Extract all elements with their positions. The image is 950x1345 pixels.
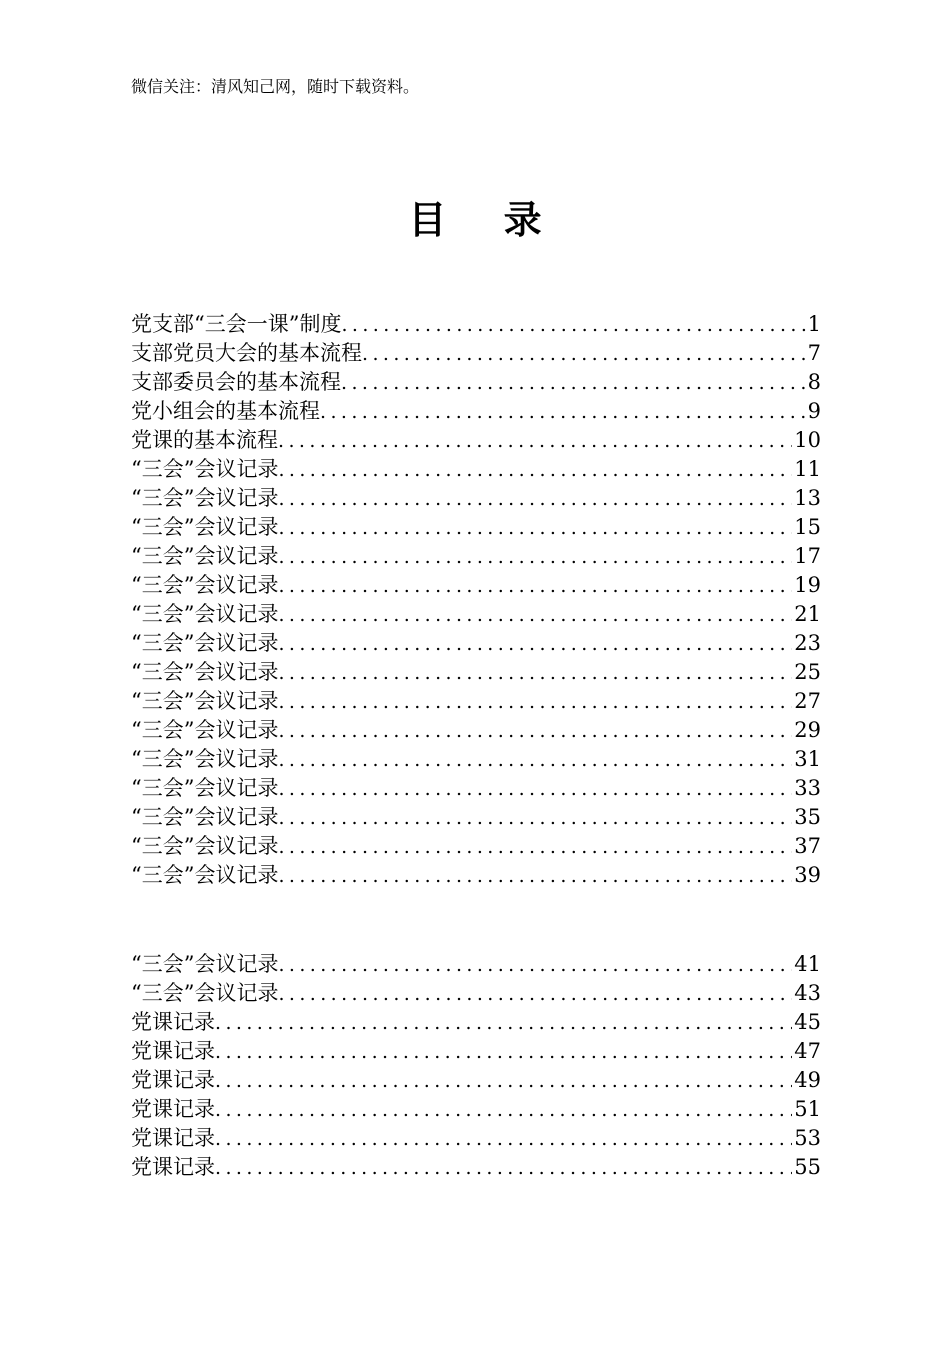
- toc-page-number: 1: [807, 312, 821, 336]
- toc-entry[interactable]: [131, 950, 821, 979]
- toc-entry[interactable]: [131, 339, 821, 368]
- toc-page-number: 9: [807, 399, 821, 423]
- toc-page-number: 10: [794, 428, 821, 452]
- toc-page-number: 55: [794, 1155, 821, 1179]
- toc-entry-title: 党课记录: [131, 1068, 215, 1092]
- toc-entry-title: “三会”会议记录: [131, 602, 279, 626]
- toc-entry-title: “三会”会议记录: [131, 718, 279, 742]
- toc-entry[interactable]: [131, 455, 821, 484]
- toc-entry[interactable]: [131, 1124, 821, 1153]
- toc-entry-title: 党小组会的基本流程: [131, 399, 320, 423]
- toc-leader: [362, 340, 806, 368]
- toc-leader: [278, 572, 792, 600]
- toc-entry[interactable]: [131, 1037, 821, 1066]
- toc-entry-title: “三会”会议记录: [131, 747, 279, 771]
- toc-entry[interactable]: [131, 745, 821, 774]
- toc-entry-title: “三会”会议记录: [131, 805, 279, 829]
- toc-entry[interactable]: [131, 1008, 821, 1037]
- toc-leader: [278, 951, 792, 979]
- toc-page-number: 15: [794, 515, 821, 539]
- toc-leader: [278, 427, 792, 455]
- toc-entry[interactable]: [131, 658, 821, 687]
- toc-entry-title: 党课记录: [131, 1097, 215, 1121]
- toc-page-number: 31: [794, 747, 821, 771]
- toc-entry[interactable]: [131, 542, 821, 571]
- toc-leader: [215, 1096, 792, 1124]
- toc-page-number: 17: [794, 544, 821, 568]
- toc-page-number: 23: [794, 631, 821, 655]
- toc-entry-title: 党课记录: [131, 1010, 215, 1034]
- toc-leader: [215, 1038, 792, 1066]
- toc-leader: [215, 1154, 792, 1182]
- toc-leader: [278, 688, 792, 716]
- toc-leader: [278, 456, 792, 484]
- toc-list-second: [131, 950, 821, 1182]
- toc-entry-title: “三会”会议记录: [131, 515, 279, 539]
- toc-leader: [341, 311, 805, 339]
- toc-leader: [278, 630, 792, 658]
- toc-entry[interactable]: [131, 687, 821, 716]
- toc-page-number: 43: [794, 981, 821, 1005]
- toc-entry-title: “三会”会议记录: [131, 631, 279, 655]
- toc-leader: [278, 659, 792, 687]
- toc-page-number: 13: [794, 486, 821, 510]
- toc-entry[interactable]: [131, 1153, 821, 1182]
- toc-entry[interactable]: [131, 979, 821, 1008]
- toc-entry-title: 党课记录: [131, 1039, 215, 1063]
- toc-entry-title: “三会”会议记录: [131, 863, 279, 887]
- toc-page-number: 49: [794, 1068, 821, 1092]
- toc-entry[interactable]: [131, 310, 821, 339]
- toc-entry[interactable]: [131, 368, 821, 397]
- toc-entry-title: “三会”会议记录: [131, 952, 279, 976]
- toc-entry[interactable]: [131, 513, 821, 542]
- toc-entry-title: “三会”会议记录: [131, 689, 279, 713]
- toc-leader: [341, 369, 806, 397]
- toc-page-number: 21: [794, 602, 821, 626]
- toc-leader: [278, 543, 792, 571]
- toc-page-number: 39: [794, 863, 821, 887]
- toc-page-number: 29: [794, 718, 821, 742]
- toc-entry[interactable]: [131, 774, 821, 803]
- toc-leader: [320, 398, 806, 426]
- toc-page-number: 45: [794, 1010, 821, 1034]
- toc-entry[interactable]: [131, 832, 821, 861]
- toc-entry[interactable]: [131, 1066, 821, 1095]
- toc-page-number: 51: [794, 1097, 821, 1121]
- toc-entry-title: “三会”会议记录: [131, 776, 279, 800]
- toc-page-number: 27: [794, 689, 821, 713]
- toc-entry[interactable]: [131, 861, 821, 890]
- toc-leader: [278, 717, 792, 745]
- toc-entry-title: “三会”会议记录: [131, 544, 279, 568]
- toc-entry-title: 党支部“三会一课”制度: [131, 312, 342, 336]
- toc-entry[interactable]: [131, 1095, 821, 1124]
- toc-page-number: 53: [794, 1126, 821, 1150]
- toc-entry[interactable]: [131, 426, 821, 455]
- toc-page-number: 41: [794, 952, 821, 976]
- toc-page-number: 33: [794, 776, 821, 800]
- toc-entry-title: “三会”会议记录: [131, 457, 279, 481]
- toc-entry-title: “三会”会议记录: [131, 486, 279, 510]
- toc-page-number: 19: [794, 573, 821, 597]
- toc-entry-title: 支部党员大会的基本流程: [131, 341, 362, 365]
- toc-entry-title: 党课的基本流程: [131, 428, 278, 452]
- toc-leader: [278, 833, 792, 861]
- toc-entry[interactable]: [131, 803, 821, 832]
- toc-entry[interactable]: [131, 629, 821, 658]
- toc-leader: [278, 804, 792, 832]
- toc-entry-title: 支部委员会的基本流程: [131, 370, 341, 394]
- toc-leader: [278, 980, 792, 1008]
- toc-leader: [278, 746, 792, 774]
- toc-page-number: 8: [807, 370, 821, 394]
- toc-leader: [278, 775, 792, 803]
- toc-page-number: 47: [794, 1039, 821, 1063]
- toc-leader: [278, 862, 792, 890]
- toc-leader: [278, 601, 792, 629]
- toc-leader: [278, 514, 792, 542]
- toc-entry[interactable]: [131, 484, 821, 513]
- toc-page-number: 7: [807, 341, 821, 365]
- toc-entry[interactable]: [131, 716, 821, 745]
- toc-page-number: 35: [794, 805, 821, 829]
- toc-entry-title: “三会”会议记录: [131, 573, 279, 597]
- toc-page-number: 25: [794, 660, 821, 684]
- toc-entry-title: “三会”会议记录: [131, 834, 279, 858]
- toc-page-number: 11: [794, 457, 821, 481]
- toc-entry-title: 党课记录: [131, 1126, 215, 1150]
- toc-leader: [278, 485, 792, 513]
- toc-entry-title: “三会”会议记录: [131, 981, 279, 1005]
- toc-page-number: 37: [794, 834, 821, 858]
- toc-leader: [215, 1009, 792, 1037]
- toc-entry[interactable]: [131, 571, 821, 600]
- toc-leader: [215, 1067, 792, 1095]
- toc-entry-title: “三会”会议记录: [131, 660, 279, 684]
- header-note: 微信关注：清风知己网，随时下载资料。: [131, 77, 420, 96]
- toc-leader: [215, 1125, 792, 1153]
- page-title: 目 录: [408, 197, 564, 242]
- toc-entry[interactable]: [131, 600, 821, 629]
- toc-entry-title: 党课记录: [131, 1155, 215, 1179]
- toc-list-first: [131, 310, 821, 890]
- toc-entry[interactable]: [131, 397, 821, 426]
